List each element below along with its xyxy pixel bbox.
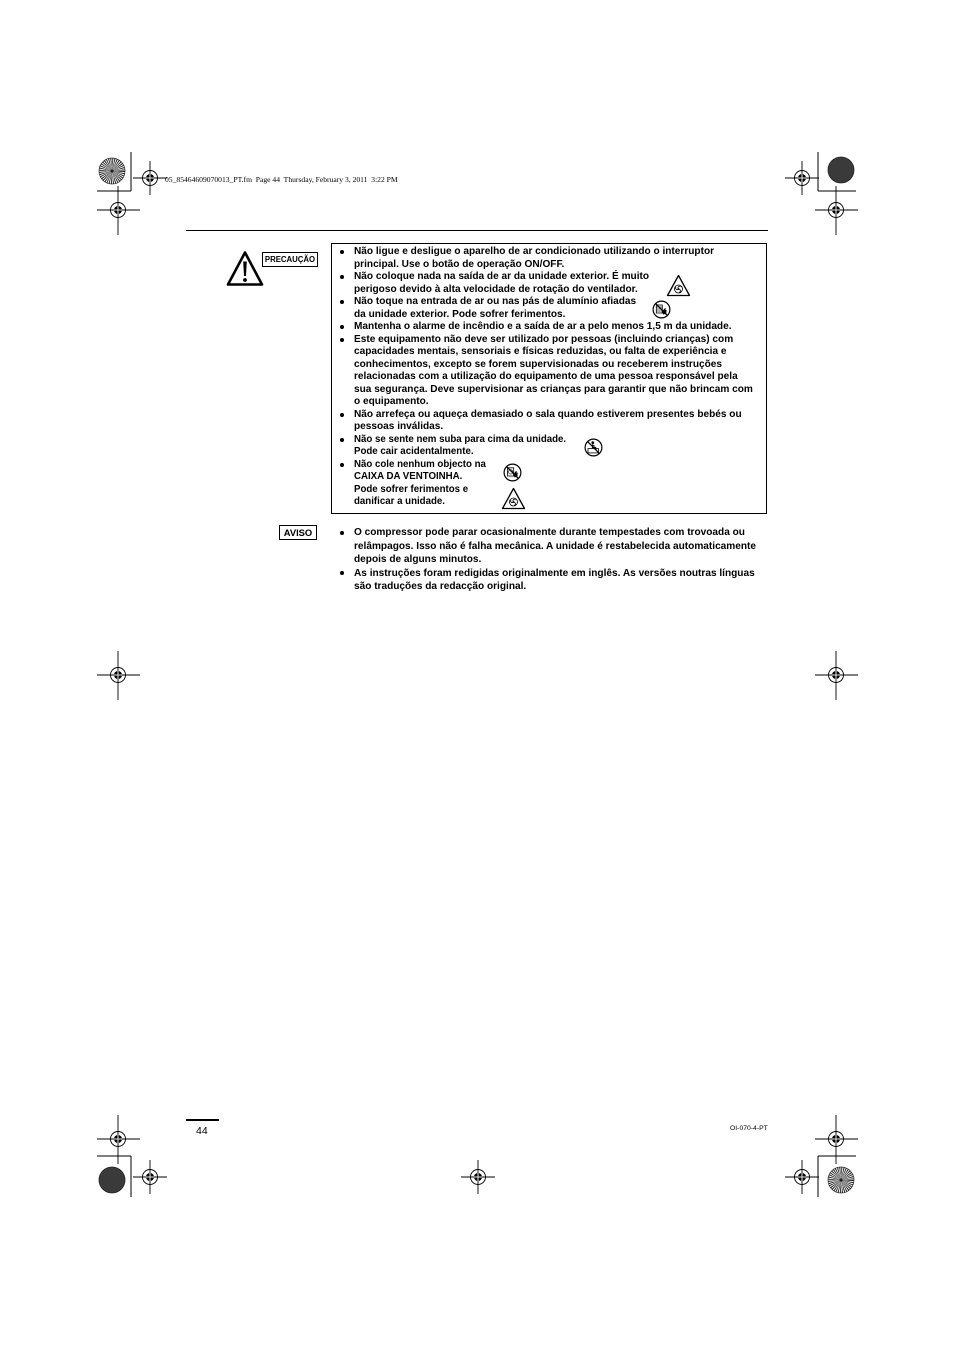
bullet — [340, 338, 344, 342]
registration-target-mark — [785, 161, 819, 195]
registration-target-mark — [785, 1160, 819, 1194]
caution-item-line: relacionadas com a utilização do equipamento de uma pessoa responsável pela — [354, 371, 738, 382]
registration-color-mark — [99, 1167, 125, 1193]
caution-item-line: Mantenha o alarme de incêndio e a saída de ar a pelo menos 1,5 m da unidade. — [354, 321, 732, 332]
document-code: OI-070-4-PT — [730, 1125, 768, 1132]
caution-item-line: capacidades mentais, sensoriais e físicas reduzidas, ou falta de experiência e — [354, 346, 727, 357]
notice-list — [354, 526, 756, 594]
caution-item-line: conhecimentos, excepto se forem supervisionadas ou receberem instruções — [354, 358, 722, 370]
notice-item — [354, 567, 756, 594]
caution-item-line: Não arrefeça ou aqueça demasiado o sala quando estiverem presentes bebés ou — [354, 408, 742, 420]
registration-target-mark — [815, 651, 858, 700]
notice-item — [354, 526, 756, 567]
footer-rule — [186, 1119, 219, 1121]
caution-item-line: Pode cair acidentalmente. — [354, 446, 474, 457]
no-climbing-icon — [584, 438, 603, 457]
registration-color-mark — [828, 1167, 854, 1193]
caution-item-line: sua segurança. Deve supervisionar as crianças para garantir que não brincam com — [354, 383, 753, 395]
bullet — [340, 325, 344, 329]
caution-item-line: principal. Use o botão de operação ON/OFF. — [354, 258, 565, 270]
fan-injury-warning-icon — [501, 487, 526, 510]
caution-item-line: pessoas inválidas. — [354, 421, 444, 432]
caution-label: PRECAUÇÃO — [262, 252, 318, 267]
bullet — [340, 275, 344, 279]
caution-item-line: danificar a unidade. — [354, 496, 445, 507]
caution-item — [354, 296, 766, 321]
bullet — [340, 413, 344, 417]
caution-item-line: CAIXA DA VENTOINHA. — [354, 471, 463, 482]
caution-item — [354, 246, 766, 271]
caution-item-line: perigoso devido à alta velocidade de rotação do ventilador. — [354, 283, 638, 295]
caution-box — [331, 243, 767, 514]
registration-color-mark — [828, 157, 854, 183]
notice-item-line: O compressor pode parar ocasionalmente durante tempestades com trovoada ou — [354, 527, 745, 538]
caution-item-line: o equipamento. — [354, 396, 429, 407]
notice-item-line: são traduções da redacção original. — [354, 581, 527, 592]
caution-item — [354, 271, 766, 296]
caution-item-line: Não cole nenhum objecto na — [354, 458, 486, 470]
caution-item-line: da unidade exterior. Pode sofrer ferimentos. — [354, 308, 566, 320]
registration-target-mark — [97, 1115, 140, 1164]
header-rule — [186, 230, 768, 231]
caution-item — [354, 434, 766, 459]
registration-target-mark — [133, 1160, 167, 1194]
bullet — [340, 250, 344, 254]
page-number: 44 — [196, 1125, 208, 1137]
caution-item — [354, 321, 766, 334]
registration-target-mark — [461, 1160, 495, 1194]
fan-hazard-warning-icon — [666, 274, 691, 297]
registration-target-mark — [815, 186, 858, 235]
caution-item — [354, 334, 766, 409]
bullet — [340, 463, 344, 467]
bullet — [340, 531, 344, 535]
caution-item-line: Não toque na entrada de ar ou nas pás de alumínio afiadas — [354, 296, 637, 307]
caution-item — [354, 459, 766, 509]
caution-item-line: Não ligue e desligue o aparelho de ar condicionado utilizando o interruptor — [354, 246, 715, 257]
print-header-file-info: 05_85464609070013_PT.fm Page 44 Thursday, February 3, 2011 3:22 PM — [165, 175, 398, 184]
warning-triangle-icon — [226, 250, 264, 287]
registration-target-mark — [133, 161, 167, 195]
caution-item-line: Não se sente nem suba para cima da unidade. — [354, 433, 567, 445]
notice-item-line: depois de alguns minutos. — [354, 554, 482, 565]
caution-item-line: Não coloque nada na saída de ar da unidade exterior. É muito — [354, 271, 650, 282]
bullet — [340, 438, 344, 442]
notice-item-line: relâmpagos. Isso não é falha mecânica. A unidade é restabelecida automaticamente — [354, 540, 757, 552]
caution-item-line: Este equipamento não deve ser utilizado por pessoas (incluindo crianças) com — [354, 333, 734, 345]
registration-color-mark — [99, 158, 125, 184]
notice-label: AVISO — [279, 525, 317, 540]
registration-target-mark — [815, 1115, 858, 1164]
registration-target-mark — [97, 651, 140, 700]
no-touch-icon — [652, 300, 671, 319]
notice-item-line: As instruções foram redigidas originalmente em inglês. As versões noutras línguas — [354, 567, 755, 579]
caution-item — [354, 409, 766, 434]
bullet — [340, 300, 344, 304]
caution-list — [354, 246, 766, 509]
caution-item-line: Pode sofrer ferimentos e — [354, 483, 469, 495]
no-insert-object-icon — [503, 463, 522, 482]
registration-target-mark — [97, 186, 140, 235]
